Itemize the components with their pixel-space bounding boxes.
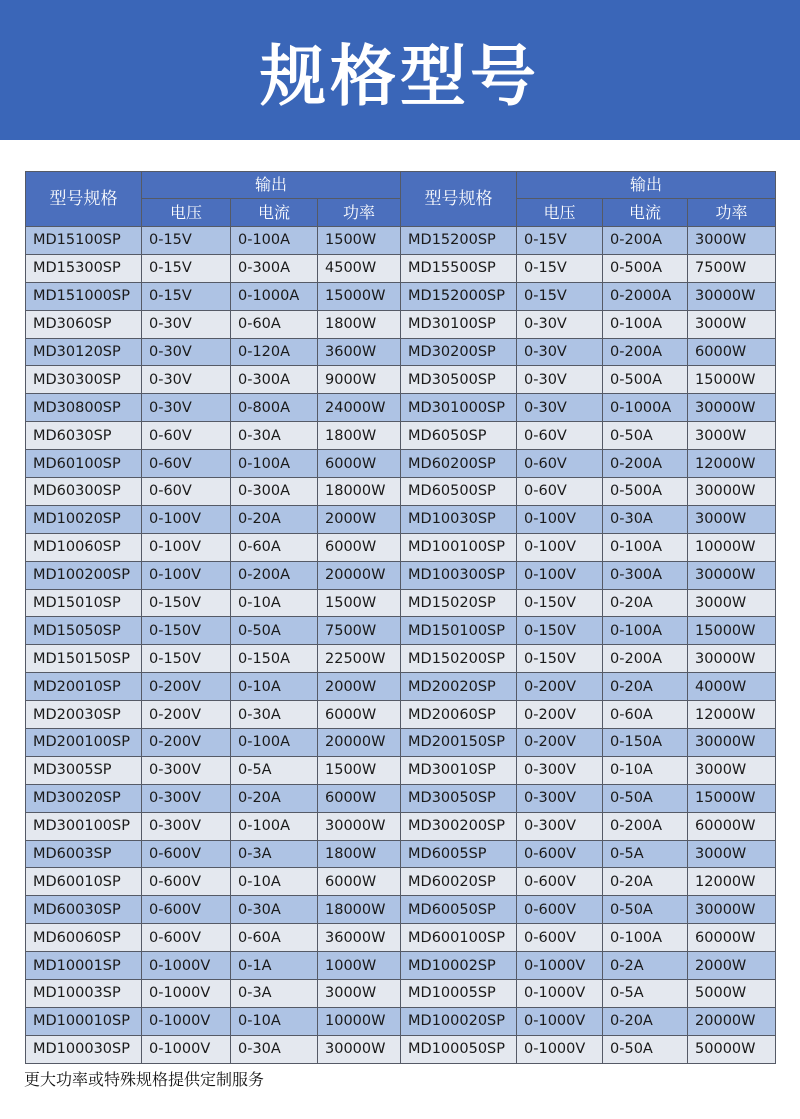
header-power-left: 功率 [318, 199, 401, 227]
title-banner [0, 0, 800, 140]
cell-power: 2000W [688, 952, 776, 980]
cell-power: 3000W [688, 756, 776, 784]
cell-model: MD3060SP [26, 310, 142, 338]
cell-current: 0-30A [231, 896, 318, 924]
cell-current: 0-100A [603, 310, 688, 338]
cell-voltage: 0-200V [142, 701, 231, 729]
cell-model: MD30200SP [401, 338, 517, 366]
table-row [26, 589, 776, 617]
cell-current: 0-2000A [603, 282, 688, 310]
cell-power: 30000W [688, 478, 776, 506]
cell-power: 3600W [318, 338, 401, 366]
table-row [26, 310, 776, 338]
table-row [26, 952, 776, 980]
cell-power: 30000W [688, 561, 776, 589]
cell-voltage: 0-300V [517, 784, 603, 812]
cell-model: MD100050SP [401, 1035, 517, 1063]
cell-voltage: 0-100V [142, 561, 231, 589]
cell-model: MD60300SP [26, 478, 142, 506]
cell-model: MD152000SP [401, 282, 517, 310]
cell-voltage: 0-30V [517, 394, 603, 422]
cell-voltage: 0-60V [142, 450, 231, 478]
cell-current: 0-1A [231, 952, 318, 980]
cell-power: 15000W [688, 366, 776, 394]
cell-current: 0-1000A [231, 282, 318, 310]
cell-voltage: 0-100V [142, 505, 231, 533]
cell-voltage: 0-150V [517, 645, 603, 673]
cell-voltage: 0-30V [142, 338, 231, 366]
cell-voltage: 0-200V [517, 701, 603, 729]
cell-model: MD30100SP [401, 310, 517, 338]
cell-model: MD100010SP [26, 1007, 142, 1035]
cell-voltage: 0-200V [142, 673, 231, 701]
table-row [26, 617, 776, 645]
cell-voltage: 0-30V [517, 310, 603, 338]
cell-model: MD30500SP [401, 366, 517, 394]
cell-model: MD301000SP [401, 394, 517, 422]
cell-voltage: 0-600V [142, 924, 231, 952]
cell-current: 0-100A [603, 533, 688, 561]
cell-current: 0-10A [231, 868, 318, 896]
cell-current: 0-120A [231, 338, 318, 366]
cell-voltage: 0-1000V [142, 1035, 231, 1063]
cell-model: MD60060SP [26, 924, 142, 952]
cell-voltage: 0-100V [517, 533, 603, 561]
cell-model: MD3005SP [26, 756, 142, 784]
cell-voltage: 0-150V [142, 645, 231, 673]
cell-power: 1800W [318, 840, 401, 868]
table-row [26, 561, 776, 589]
cell-power: 3000W [688, 840, 776, 868]
cell-voltage: 0-60V [517, 422, 603, 450]
header-model-right: 型号规格 [401, 172, 517, 227]
cell-model: MD100200SP [26, 561, 142, 589]
cell-current: 0-10A [231, 1007, 318, 1035]
cell-power: 6000W [318, 784, 401, 812]
cell-power: 20000W [688, 1007, 776, 1035]
table-row [26, 227, 776, 255]
cell-power: 6000W [318, 450, 401, 478]
cell-model: MD200150SP [401, 729, 517, 757]
cell-voltage: 0-300V [142, 756, 231, 784]
cell-power: 7500W [688, 254, 776, 282]
cell-model: MD10003SP [26, 980, 142, 1008]
cell-model: MD100300SP [401, 561, 517, 589]
cell-power: 10000W [688, 533, 776, 561]
table-row [26, 366, 776, 394]
cell-power: 30000W [318, 1035, 401, 1063]
cell-power: 3000W [318, 980, 401, 1008]
cell-voltage: 0-15V [517, 254, 603, 282]
cell-model: MD6005SP [401, 840, 517, 868]
cell-power: 3000W [688, 505, 776, 533]
cell-current: 0-30A [231, 701, 318, 729]
cell-model: MD10002SP [401, 952, 517, 980]
header-output-right: 输出 [517, 172, 776, 199]
cell-model: MD30120SP [26, 338, 142, 366]
spec-table-body [26, 227, 776, 1064]
table-row [26, 478, 776, 506]
footer-note: 更大功率或特殊规格提供定制服务 [24, 1070, 265, 1089]
cell-voltage: 0-300V [142, 812, 231, 840]
cell-voltage: 0-100V [517, 561, 603, 589]
cell-model: MD15010SP [26, 589, 142, 617]
cell-power: 60000W [688, 924, 776, 952]
cell-model: MD60010SP [26, 868, 142, 896]
cell-model: MD150200SP [401, 645, 517, 673]
cell-power: 12000W [688, 701, 776, 729]
cell-power: 10000W [318, 1007, 401, 1035]
cell-current: 0-500A [603, 478, 688, 506]
cell-voltage: 0-150V [142, 589, 231, 617]
table-row [26, 729, 776, 757]
cell-voltage: 0-60V [517, 478, 603, 506]
cell-current: 0-50A [603, 1035, 688, 1063]
cell-voltage: 0-1000V [517, 980, 603, 1008]
cell-current: 0-200A [603, 450, 688, 478]
cell-model: MD150100SP [401, 617, 517, 645]
cell-current: 0-200A [603, 338, 688, 366]
cell-power: 1800W [318, 310, 401, 338]
cell-voltage: 0-15V [517, 282, 603, 310]
cell-model: MD60100SP [26, 450, 142, 478]
cell-model: MD15200SP [401, 227, 517, 255]
cell-model: MD100100SP [401, 533, 517, 561]
cell-model: MD15300SP [26, 254, 142, 282]
cell-voltage: 0-15V [142, 282, 231, 310]
cell-power: 20000W [318, 729, 401, 757]
table-row [26, 394, 776, 422]
table-row [26, 756, 776, 784]
cell-model: MD60020SP [401, 868, 517, 896]
cell-voltage: 0-30V [517, 366, 603, 394]
cell-power: 3000W [688, 227, 776, 255]
cell-power: 18000W [318, 478, 401, 506]
cell-power: 22500W [318, 645, 401, 673]
cell-voltage: 0-30V [142, 366, 231, 394]
cell-current: 0-60A [231, 533, 318, 561]
cell-power: 15000W [688, 784, 776, 812]
cell-current: 0-100A [231, 227, 318, 255]
cell-model: MD30010SP [401, 756, 517, 784]
cell-current: 0-1000A [603, 394, 688, 422]
cell-power: 6000W [318, 701, 401, 729]
cell-model: MD20060SP [401, 701, 517, 729]
cell-voltage: 0-1000V [517, 1007, 603, 1035]
cell-voltage: 0-300V [517, 756, 603, 784]
cell-voltage: 0-1000V [517, 952, 603, 980]
cell-voltage: 0-60V [142, 478, 231, 506]
cell-power: 60000W [688, 812, 776, 840]
cell-power: 6000W [318, 533, 401, 561]
cell-power: 15000W [688, 617, 776, 645]
table-row [26, 254, 776, 282]
cell-model: MD10030SP [401, 505, 517, 533]
cell-voltage: 0-150V [517, 589, 603, 617]
cell-current: 0-200A [603, 227, 688, 255]
cell-voltage: 0-600V [517, 896, 603, 924]
cell-voltage: 0-100V [142, 533, 231, 561]
cell-current: 0-150A [603, 729, 688, 757]
cell-voltage: 0-1000V [142, 1007, 231, 1035]
cell-current: 0-5A [603, 980, 688, 1008]
cell-power: 9000W [318, 366, 401, 394]
cell-model: MD15500SP [401, 254, 517, 282]
cell-current: 0-5A [231, 756, 318, 784]
cell-power: 30000W [688, 645, 776, 673]
header-power-right: 功率 [688, 199, 776, 227]
cell-voltage: 0-600V [517, 924, 603, 952]
cell-power: 4500W [318, 254, 401, 282]
cell-voltage: 0-150V [517, 617, 603, 645]
cell-current: 0-200A [603, 645, 688, 673]
cell-current: 0-150A [231, 645, 318, 673]
table-row [26, 673, 776, 701]
cell-model: MD60030SP [26, 896, 142, 924]
table-row [26, 840, 776, 868]
cell-current: 0-800A [231, 394, 318, 422]
table-row [26, 505, 776, 533]
cell-model: MD600100SP [401, 924, 517, 952]
cell-power: 3000W [688, 589, 776, 617]
table-row [26, 338, 776, 366]
cell-power: 5000W [688, 980, 776, 1008]
cell-current: 0-100A [603, 924, 688, 952]
cell-power: 30000W [688, 282, 776, 310]
spec-table [25, 171, 776, 1064]
cell-voltage: 0-150V [142, 617, 231, 645]
header-current-left: 电流 [231, 199, 318, 227]
cell-power: 30000W [318, 812, 401, 840]
cell-current: 0-200A [603, 812, 688, 840]
cell-current: 0-5A [603, 840, 688, 868]
cell-model: MD15050SP [26, 617, 142, 645]
cell-power: 1500W [318, 227, 401, 255]
table-row [26, 645, 776, 673]
table-row [26, 980, 776, 1008]
cell-current: 0-20A [231, 784, 318, 812]
cell-power: 1800W [318, 422, 401, 450]
cell-voltage: 0-600V [517, 840, 603, 868]
cell-voltage: 0-300V [517, 812, 603, 840]
cell-current: 0-50A [603, 422, 688, 450]
cell-voltage: 0-30V [517, 338, 603, 366]
cell-model: MD60050SP [401, 896, 517, 924]
cell-voltage: 0-600V [142, 896, 231, 924]
cell-current: 0-10A [603, 756, 688, 784]
cell-model: MD60500SP [401, 478, 517, 506]
cell-current: 0-100A [231, 729, 318, 757]
header-model-left: 型号规格 [26, 172, 142, 227]
page-title: 规格型号 [260, 37, 540, 115]
cell-current: 0-20A [231, 505, 318, 533]
cell-voltage: 0-1000V [517, 1035, 603, 1063]
cell-model: MD10001SP [26, 952, 142, 980]
cell-model: MD15020SP [401, 589, 517, 617]
cell-current: 0-60A [231, 310, 318, 338]
cell-current: 0-500A [603, 366, 688, 394]
cell-model: MD10060SP [26, 533, 142, 561]
cell-model: MD100020SP [401, 1007, 517, 1035]
cell-voltage: 0-600V [142, 868, 231, 896]
cell-model: MD30300SP [26, 366, 142, 394]
header-current-right: 电流 [603, 199, 688, 227]
table-row [26, 784, 776, 812]
cell-voltage: 0-300V [142, 784, 231, 812]
table-row [26, 422, 776, 450]
table-row [26, 533, 776, 561]
cell-model: MD10005SP [401, 980, 517, 1008]
cell-power: 12000W [688, 868, 776, 896]
cell-model: MD6050SP [401, 422, 517, 450]
table-row [26, 450, 776, 478]
cell-model: MD200100SP [26, 729, 142, 757]
cell-current: 0-20A [603, 868, 688, 896]
cell-voltage: 0-200V [517, 729, 603, 757]
cell-power: 6000W [688, 338, 776, 366]
table-row [26, 868, 776, 896]
cell-model: MD20030SP [26, 701, 142, 729]
cell-power: 30000W [688, 729, 776, 757]
table-row [26, 924, 776, 952]
cell-power: 18000W [318, 896, 401, 924]
cell-model: MD20010SP [26, 673, 142, 701]
cell-model: MD151000SP [26, 282, 142, 310]
cell-current: 0-30A [603, 505, 688, 533]
cell-current: 0-20A [603, 589, 688, 617]
cell-model: MD6003SP [26, 840, 142, 868]
table-row [26, 1035, 776, 1063]
cell-voltage: 0-200V [142, 729, 231, 757]
cell-power: 7500W [318, 617, 401, 645]
cell-power: 24000W [318, 394, 401, 422]
cell-current: 0-60A [231, 924, 318, 952]
cell-current: 0-3A [231, 840, 318, 868]
cell-model: MD30800SP [26, 394, 142, 422]
cell-current: 0-3A [231, 980, 318, 1008]
cell-voltage: 0-600V [517, 868, 603, 896]
cell-voltage: 0-30V [142, 310, 231, 338]
cell-power: 6000W [318, 868, 401, 896]
cell-power: 36000W [318, 924, 401, 952]
cell-voltage: 0-15V [142, 254, 231, 282]
cell-current: 0-10A [231, 589, 318, 617]
cell-voltage: 0-30V [142, 394, 231, 422]
cell-power: 1000W [318, 952, 401, 980]
cell-power: 4000W [688, 673, 776, 701]
cell-model: MD60200SP [401, 450, 517, 478]
cell-current: 0-300A [231, 254, 318, 282]
cell-current: 0-300A [603, 561, 688, 589]
cell-power: 30000W [688, 896, 776, 924]
cell-model: MD100030SP [26, 1035, 142, 1063]
cell-current: 0-20A [603, 673, 688, 701]
cell-power: 3000W [688, 422, 776, 450]
cell-current: 0-100A [231, 812, 318, 840]
cell-model: MD150150SP [26, 645, 142, 673]
cell-current: 0-30A [231, 1035, 318, 1063]
cell-power: 1500W [318, 589, 401, 617]
cell-power: 15000W [318, 282, 401, 310]
cell-voltage: 0-60V [517, 450, 603, 478]
cell-current: 0-60A [603, 701, 688, 729]
cell-current: 0-100A [231, 450, 318, 478]
cell-power: 2000W [318, 505, 401, 533]
cell-current: 0-2A [603, 952, 688, 980]
cell-model: MD300100SP [26, 812, 142, 840]
cell-current: 0-50A [603, 784, 688, 812]
table-row [26, 282, 776, 310]
cell-model: MD10020SP [26, 505, 142, 533]
cell-model: MD15100SP [26, 227, 142, 255]
table-row [26, 812, 776, 840]
header-voltage-left: 电压 [142, 199, 231, 227]
cell-model: MD30050SP [401, 784, 517, 812]
cell-voltage: 0-600V [142, 840, 231, 868]
cell-current: 0-300A [231, 366, 318, 394]
cell-current: 0-20A [603, 1007, 688, 1035]
cell-current: 0-200A [231, 561, 318, 589]
table-row [26, 701, 776, 729]
cell-voltage: 0-100V [517, 505, 603, 533]
cell-voltage: 0-200V [517, 673, 603, 701]
cell-current: 0-50A [231, 617, 318, 645]
cell-power: 2000W [318, 673, 401, 701]
cell-model: MD20020SP [401, 673, 517, 701]
cell-power: 20000W [318, 561, 401, 589]
cell-current: 0-50A [603, 896, 688, 924]
cell-power: 50000W [688, 1035, 776, 1063]
cell-current: 0-300A [231, 478, 318, 506]
cell-power: 12000W [688, 450, 776, 478]
cell-current: 0-10A [231, 673, 318, 701]
cell-current: 0-500A [603, 254, 688, 282]
cell-voltage: 0-1000V [142, 980, 231, 1008]
cell-power: 3000W [688, 310, 776, 338]
table-row [26, 1007, 776, 1035]
cell-model: MD6030SP [26, 422, 142, 450]
cell-power: 30000W [688, 394, 776, 422]
cell-model: MD300200SP [401, 812, 517, 840]
cell-voltage: 0-60V [142, 422, 231, 450]
header-output-left: 输出 [142, 172, 401, 199]
cell-current: 0-30A [231, 422, 318, 450]
cell-model: MD30020SP [26, 784, 142, 812]
table-row [26, 896, 776, 924]
cell-voltage: 0-15V [517, 227, 603, 255]
cell-current: 0-100A [603, 617, 688, 645]
cell-voltage: 0-1000V [142, 952, 231, 980]
header-voltage-right: 电压 [517, 199, 603, 227]
cell-power: 1500W [318, 756, 401, 784]
cell-voltage: 0-15V [142, 227, 231, 255]
